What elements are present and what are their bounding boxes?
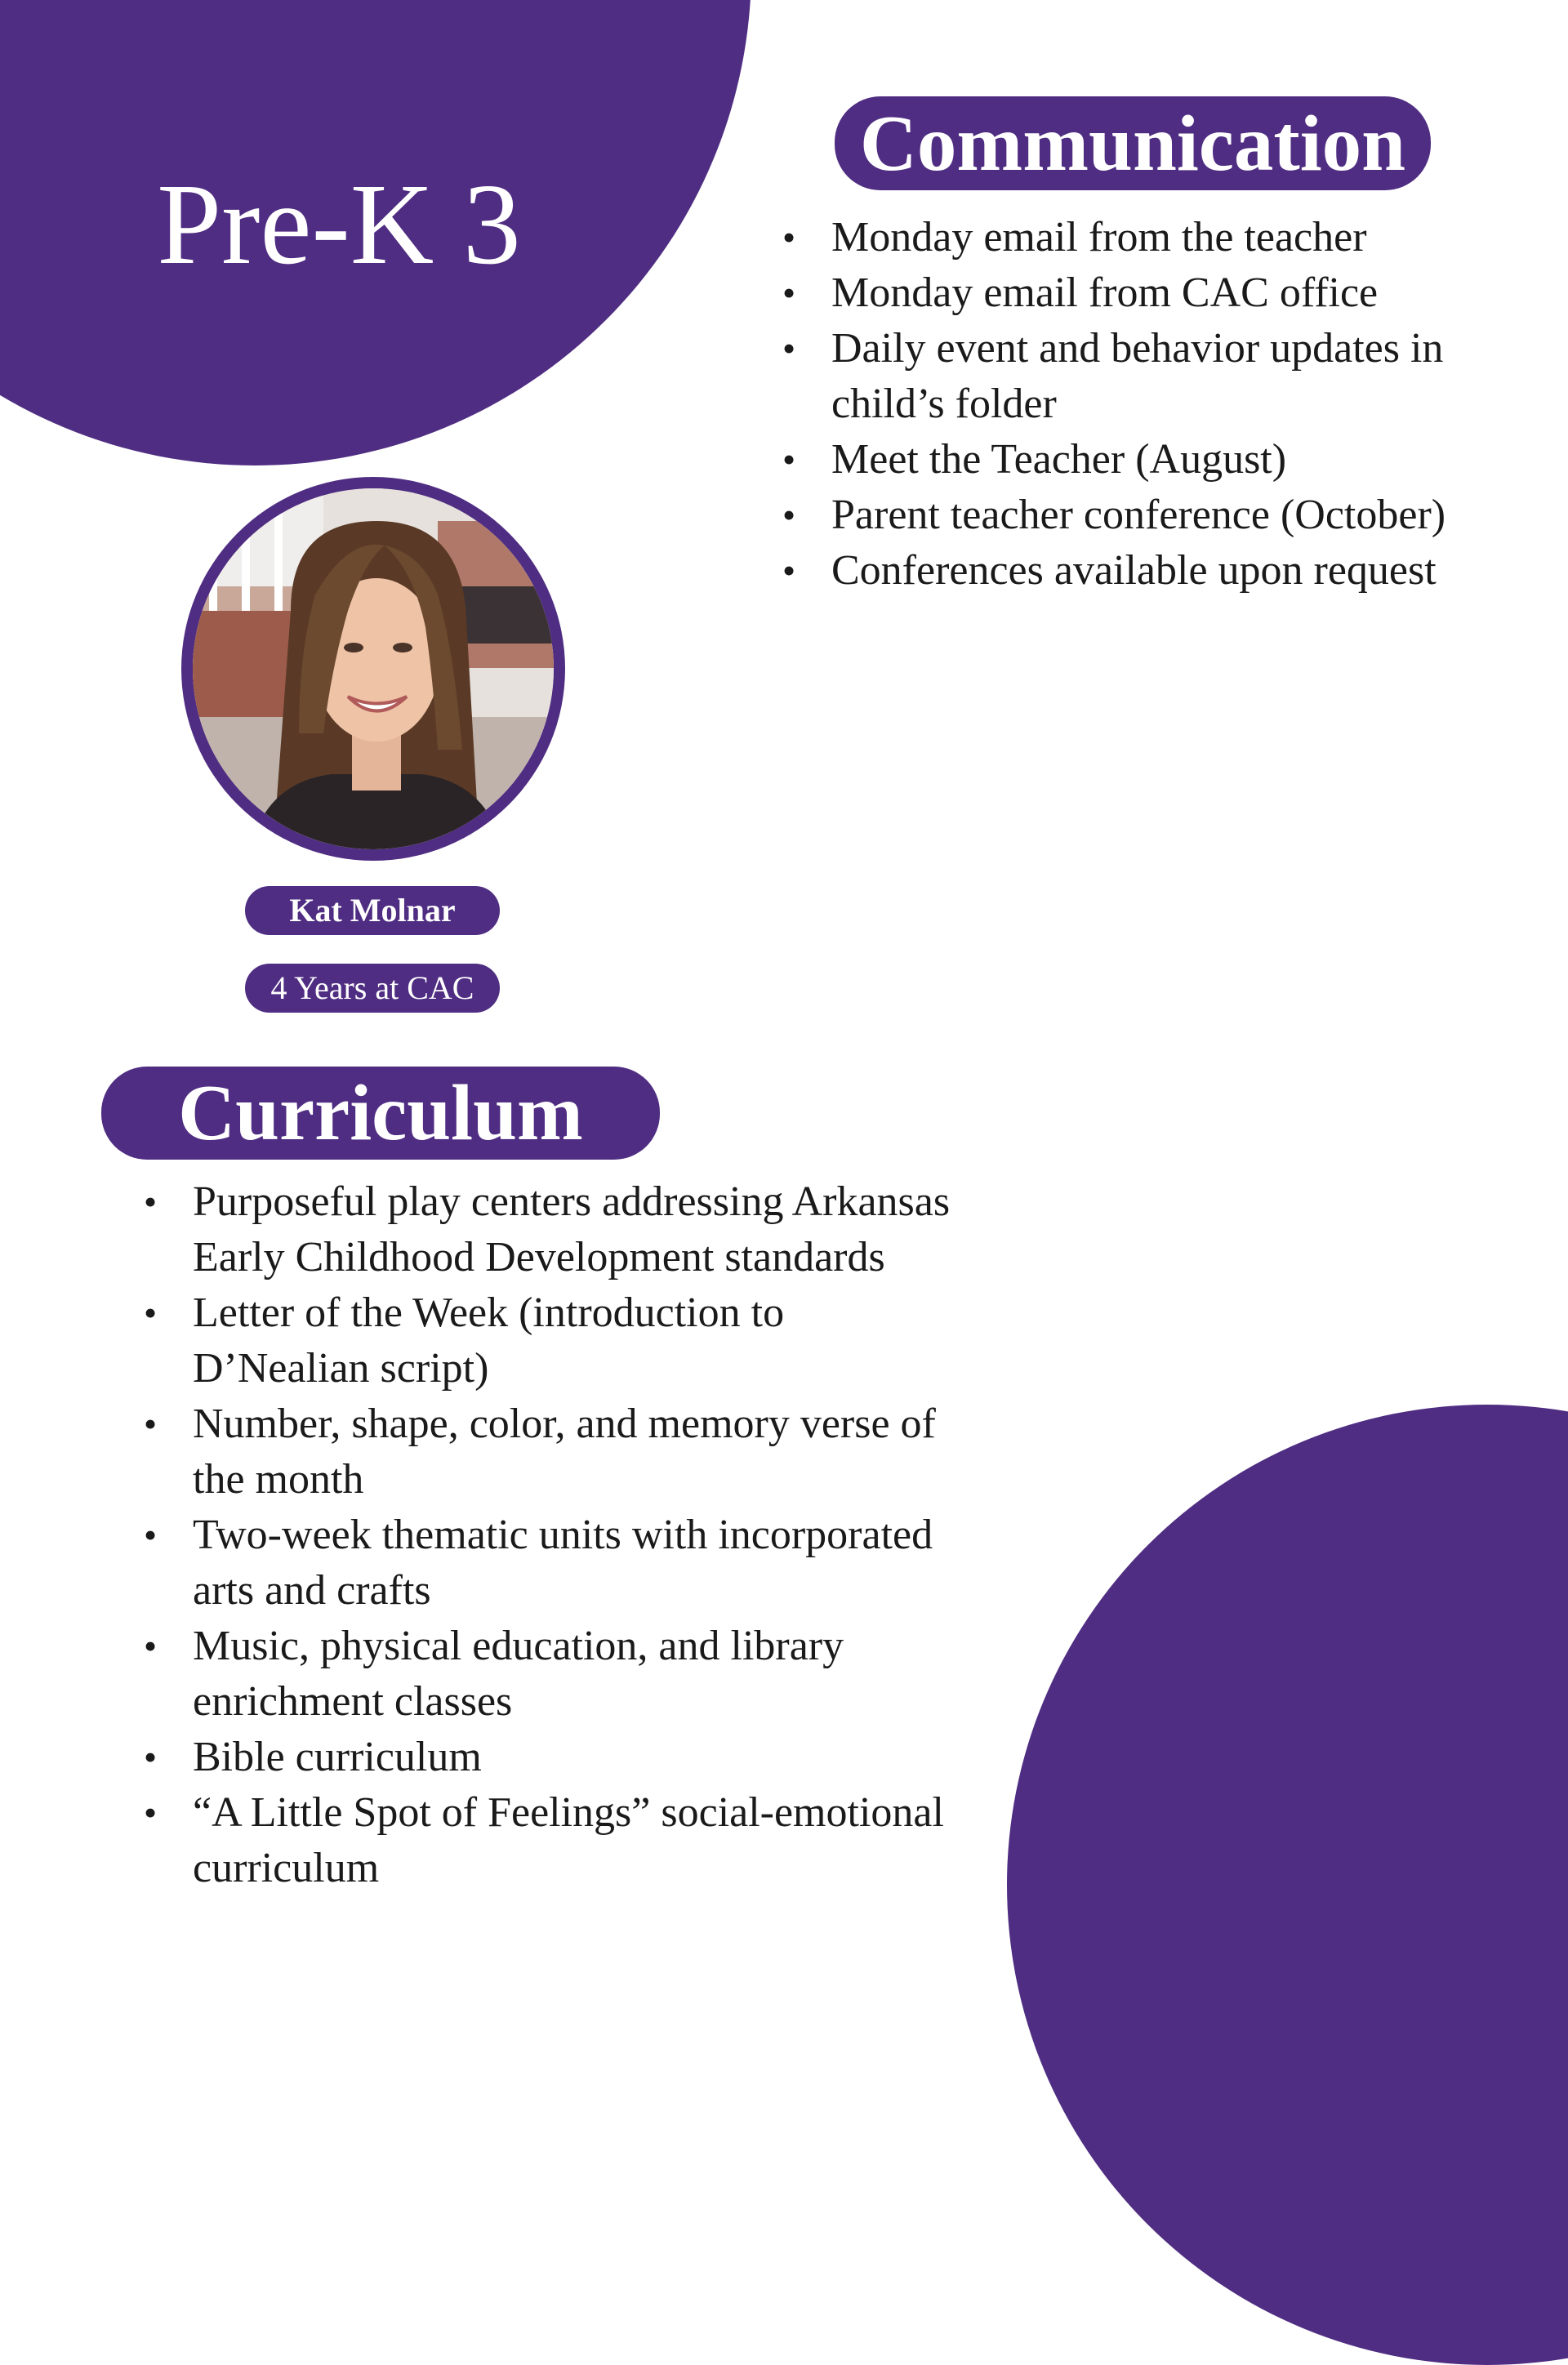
decorative-circle-bottom — [1007, 1405, 1568, 2365]
page-title: Pre-K 3 — [157, 159, 521, 289]
list-item: • “A Little Spot of Feelings” social-emotional curriculum — [144, 1785, 960, 1896]
list-item: • Meet the Teacher (August) — [782, 432, 1542, 488]
list-item: • Music, physical education, and library enrichment classes — [144, 1619, 960, 1730]
list-item: • Bible curriculum — [144, 1730, 960, 1785]
list-item: • Two-week thematic units with incorporated arts and crafts — [144, 1508, 960, 1619]
list-item: • Monday email from CAC office — [782, 265, 1542, 321]
teacher-photo — [181, 477, 565, 861]
list-item: • Number, shape, color, and memory verse of the month — [144, 1396, 960, 1508]
list-item: • Conferences available upon request — [782, 543, 1542, 599]
list-item: • Daily event and behavior updates in child’s folder — [782, 321, 1542, 432]
list-item: • Monday email from the teacher — [782, 210, 1542, 265]
list-item: • Letter of the Week (introduction to D’Nealian script) — [144, 1285, 960, 1396]
curriculum-list — [144, 1174, 960, 1896]
list-item: • Parent teacher conference (October) — [782, 488, 1542, 543]
teacher-tenure-badge: 4 Years at CAC — [245, 964, 500, 1013]
teacher-name-badge: Kat Molnar — [245, 886, 500, 935]
list-item: • Purposeful play centers addressing Arkansas Early Childhood Development standards — [144, 1174, 960, 1285]
communication-list — [782, 210, 1542, 599]
curriculum-heading: Curriculum — [101, 1067, 660, 1160]
teacher-photo-image — [193, 488, 554, 849]
communication-heading: Communication — [835, 96, 1431, 190]
